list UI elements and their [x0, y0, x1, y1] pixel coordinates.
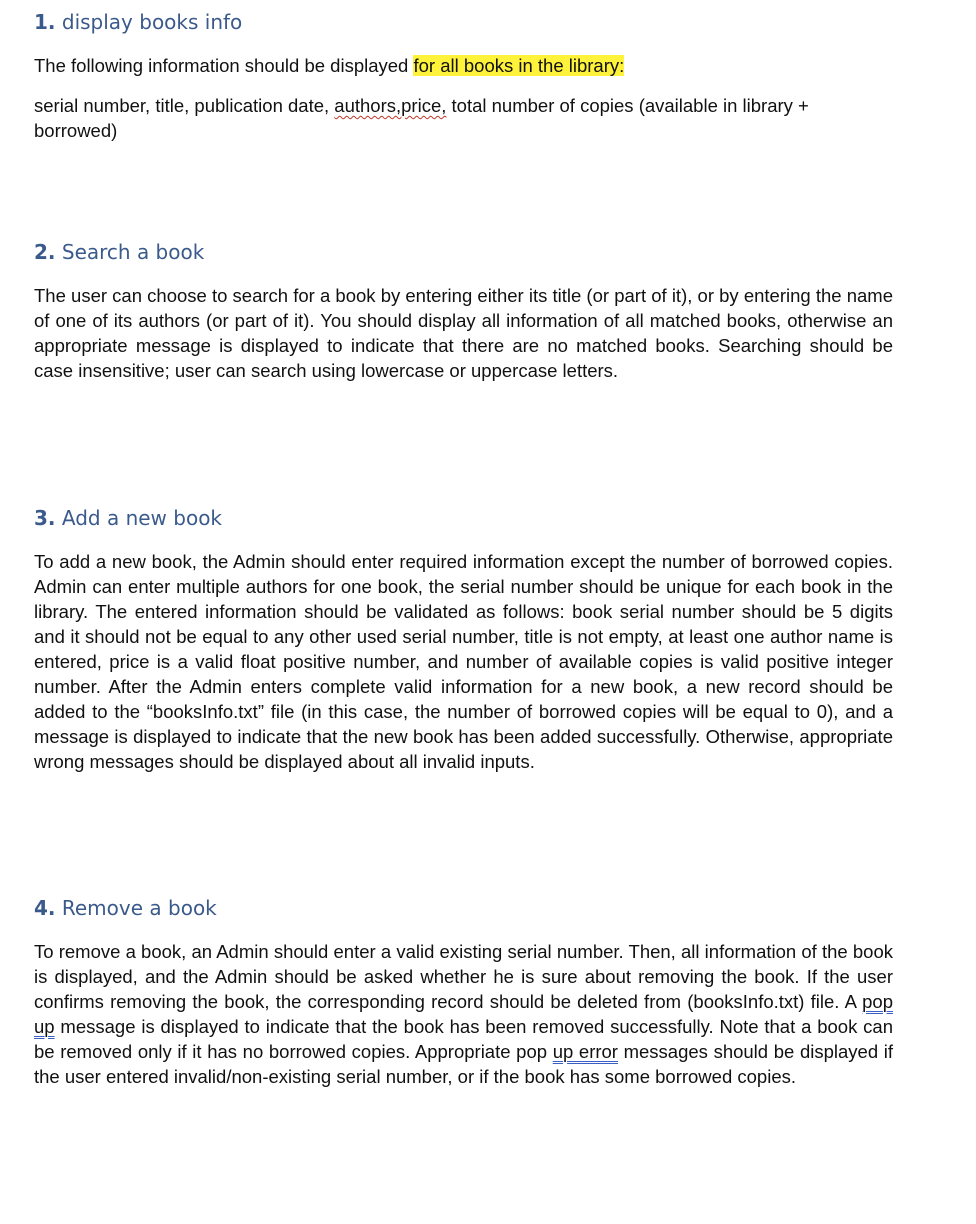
grammar-flagged-text: pop up: [34, 991, 893, 1037]
section-3-title: Add a new book: [61, 506, 223, 530]
section-1-number: 1.: [34, 10, 56, 34]
section-1-paragraph-1: [34, 53, 893, 78]
section-1-paragraph-2: [34, 93, 893, 143]
section-4-body: [34, 939, 893, 1089]
section-1-p1-text: The following information should be displayed: [34, 55, 414, 76]
section-1-title: display books info: [61, 10, 243, 34]
section-1-p2-before: serial number, title, publication date,: [34, 95, 335, 116]
section-4-number: 4.: [34, 896, 56, 920]
section-4-body-part2: message is displayed to indicate that the book has been removed successfully. Note that a book can be removed only if it has no borrowed copies. Appropriate pop: [34, 1016, 893, 1062]
grammar-flagged-text-2: up error: [552, 1041, 618, 1062]
section-3-heading: [34, 505, 222, 531]
section-4-body-part1: To remove a book, an Admin should enter a valid existing serial number. Then, all information of the book is displayed, and the Admin should be asked whether he is sure about removing the book. If the user confirms removing the book, the corresponding record should be deleted from (booksInfo.txt) file. A: [34, 941, 893, 1012]
section-3-body: To add a new book, the Admin should enter required information except the number of borrowed copies. Admin can enter multiple authors for one book, the serial number should be unique for each book in the library. The entered information should be validated as follows: book serial number should be 5 digits and it should not be equal to any other used serial number, title is not empty, at least one author name is entered, price is a valid float positive number, and number of available copies is valid positive integer number. After the Admin enters complete valid information for a new book, a new record should be added to the “booksInfo.txt” file (in this case, the number of borrowed copies will be equal to 0), and a message is displayed to indicate that the new book has been added successfully. Otherwise, appropriate wrong messages should be displayed about all invalid inputs.: [34, 551, 893, 772]
section-3-number: 3.: [34, 506, 56, 530]
section-1-heading: [34, 9, 242, 35]
section-4-body-part3: messages should be displayed if the user entered invalid/non-existing serial number, or if the book has some borrowed copies.: [34, 1041, 893, 1087]
section-4-heading: [34, 895, 217, 921]
section-4-title: Remove a book: [61, 896, 217, 920]
section-2-heading: [34, 239, 204, 265]
section-2-title: Search a book: [61, 240, 205, 264]
section-2-number: 2.: [34, 240, 56, 264]
section-2-body: The user can choose to search for a book by entering either its title (or part of it), or by entering the name of one of its authors (or part of it). You should display all information of all matched books, otherwise an appropriate message is displayed to indicate that there are no matched books. Searching should be case insensitive; user can search using lowercase or uppercase letters.: [34, 285, 893, 381]
section-1-p2-after: total number of copies (available in library + borrowed): [34, 95, 809, 141]
spellcheck-flagged-text: authors,price,: [334, 95, 447, 116]
highlighted-text: for all books in the library:: [413, 55, 625, 76]
